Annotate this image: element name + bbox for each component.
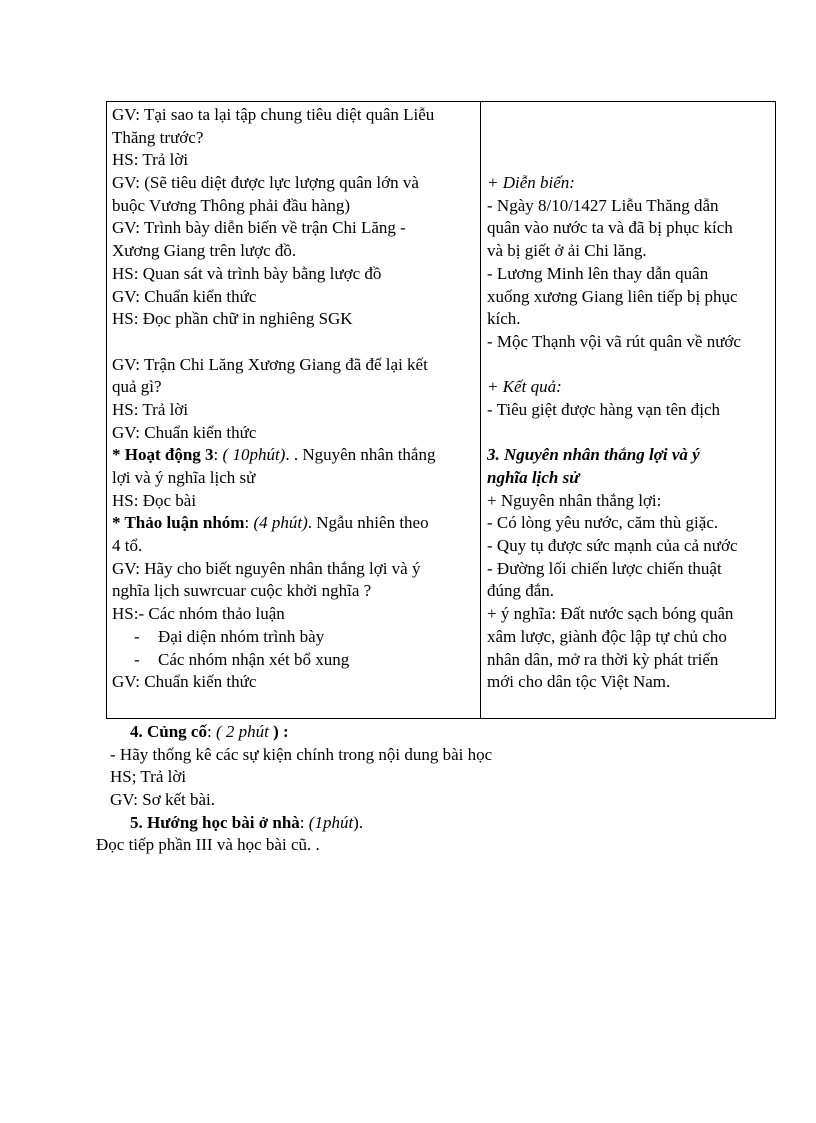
group-discussion-heading bbox=[112, 512, 474, 535]
homework-label: 5. Hướng học bài ở nhà bbox=[130, 812, 300, 832]
text-line: GV: Chuẩn kiến thức bbox=[112, 286, 257, 306]
closing-paren: ). bbox=[353, 812, 364, 832]
activity-3-heading bbox=[112, 444, 474, 467]
bullet-line bbox=[112, 649, 474, 672]
blank-line bbox=[487, 149, 772, 172]
text-line: HS: Trả lời bbox=[112, 150, 189, 170]
text-line: và bị giết ở ải Chi lăng. bbox=[487, 241, 647, 261]
post-table-section bbox=[0, 721, 816, 857]
colon: : bbox=[244, 513, 254, 533]
text-line: HS:- Các nhóm thảo luận bbox=[112, 604, 285, 624]
text-line: GV: Hãy cho biết nguyên nhân thắng lợi và ý bbox=[112, 558, 421, 578]
text-line: nhân dân, mở ra thời kỳ phát triển bbox=[487, 649, 719, 669]
dash-bullet: - bbox=[134, 649, 140, 669]
dash-bullet: - bbox=[134, 626, 140, 646]
column-divider bbox=[480, 102, 481, 718]
consolidation-label: 4. Củng cố bbox=[130, 722, 207, 741]
colon: : bbox=[213, 445, 223, 465]
text-line: - Đường lối chiến lược chiến thuật bbox=[487, 558, 722, 578]
activity-3-label: * Hoạt động 3 bbox=[112, 445, 214, 465]
homework-time: (1phút bbox=[308, 812, 354, 832]
blank-line bbox=[487, 104, 772, 127]
text-line: GV: (Sẽ tiêu diệt được lực lượng quân lớn và bbox=[112, 173, 419, 193]
progress-heading bbox=[487, 172, 772, 195]
lesson-table bbox=[106, 101, 776, 719]
result-label: + Kết quả: bbox=[487, 377, 562, 397]
text-line: GV: Tại sao ta lại tập chung tiêu diệt quân Liễu bbox=[112, 105, 435, 124]
text-line: mới cho dân tộc Việt Nam. bbox=[487, 672, 671, 692]
result-heading bbox=[487, 376, 772, 399]
colon: : bbox=[299, 812, 309, 832]
text-line: - Ngày 8/10/1427 Liễu Thăng dẫn bbox=[487, 195, 719, 215]
activity-3-title: . . Nguyên nhân thắng bbox=[285, 445, 436, 465]
text-line: nghĩa lịch suwrcuar cuộc khởi nghĩa ? bbox=[112, 581, 372, 601]
group-discussion-time: (4 phút) bbox=[253, 513, 308, 533]
consolidation-heading bbox=[0, 721, 816, 744]
text-line: GV: Trận Chi Lăng Xương Giang đã để lại kết bbox=[112, 354, 428, 374]
text-line: + Nguyên nhân thắng lợi: bbox=[487, 490, 662, 510]
colon: : bbox=[206, 722, 216, 741]
text-line: HS: Đọc bài bbox=[112, 490, 197, 510]
closing-paren: ) : bbox=[268, 722, 289, 741]
text-line: + ý nghĩa: Đất nước sạch bóng quân bbox=[487, 604, 734, 624]
text-line: xuống xương Giang liên tiếp bị phục bbox=[487, 286, 738, 306]
text-line: HS: Đọc phần chữ in nghiêng SGK bbox=[112, 309, 353, 329]
text-line: GV: Sơ kết bài. bbox=[110, 790, 215, 810]
bullet-line bbox=[112, 626, 474, 649]
text-line: buộc Vương Thông phải đầu hàng) bbox=[112, 195, 351, 215]
text-line: Đọc tiếp phần III và học bài cũ. . bbox=[96, 835, 320, 855]
section-3-heading-cont: nghĩa lịch sử bbox=[487, 468, 580, 487]
blank-line bbox=[487, 422, 772, 445]
blank-line bbox=[487, 354, 772, 377]
text-line: HS: Quan sát và trình bày bằng lược đồ bbox=[112, 263, 382, 283]
section-3-heading: 3. Nguyên nhân thắng lợi và ý bbox=[487, 445, 700, 465]
text-line: quả gì? bbox=[112, 377, 162, 397]
text-line: kích. bbox=[487, 309, 521, 329]
text-line: - Mộc Thạnh vội vã rút quân về nước bbox=[487, 331, 741, 351]
consolidation-time: ( 2 phút bbox=[215, 722, 269, 741]
bullet-text: Các nhóm nhận xét bổ xung bbox=[158, 649, 350, 669]
activity-3-time: ( 10phút) bbox=[222, 445, 286, 465]
blank-line bbox=[487, 127, 772, 150]
text-line: Xương Giang trên lược đồ. bbox=[112, 241, 297, 261]
text-line: - Lương Minh lên thay dẫn quân bbox=[487, 263, 709, 283]
text-line: - Hãy thống kê các sự kiện chính trong nội dung bài học bbox=[110, 744, 493, 764]
text-line: Thăng trước? bbox=[112, 127, 204, 147]
text-line: HS: Trả lời bbox=[112, 399, 189, 419]
text-line: - Quy tụ được sức mạnh của cả nước bbox=[487, 536, 738, 556]
text-line: GV: Trình bày diễn biến về trận Chi Lăng - bbox=[112, 218, 406, 238]
text-line: xâm lược, giành độc lập tự chủ cho bbox=[487, 626, 727, 646]
text-line: đúng đắn. bbox=[487, 581, 555, 601]
text-line: - Có lòng yêu nước, căm thù giặc. bbox=[487, 513, 719, 533]
text-line: quân vào nước ta và đã bị phục kích bbox=[487, 218, 733, 238]
bullet-text: Đại diện nhóm trình bày bbox=[158, 626, 325, 646]
group-discussion-text: . Ngẫu nhiên theo bbox=[307, 513, 429, 533]
text-line: 4 tổ. bbox=[112, 536, 143, 556]
teacher-student-column bbox=[112, 104, 474, 694]
text-line: HS; Trả lời bbox=[110, 767, 187, 787]
progress-label: + Diễn biến: bbox=[487, 173, 575, 193]
content-column bbox=[487, 104, 772, 694]
text-line: - Tiêu giệt được hàng vạn tên địch bbox=[487, 399, 721, 419]
group-discussion-label: * Thảo luận nhóm bbox=[112, 513, 245, 533]
text-line: lợi và ý nghĩa lịch sử bbox=[112, 468, 256, 487]
blank-line bbox=[112, 331, 474, 354]
homework-heading bbox=[0, 812, 816, 835]
text-line: GV: Chuẩn kiến thức bbox=[112, 672, 257, 692]
text-line: GV: Chuẩn kiến thức bbox=[112, 422, 257, 442]
